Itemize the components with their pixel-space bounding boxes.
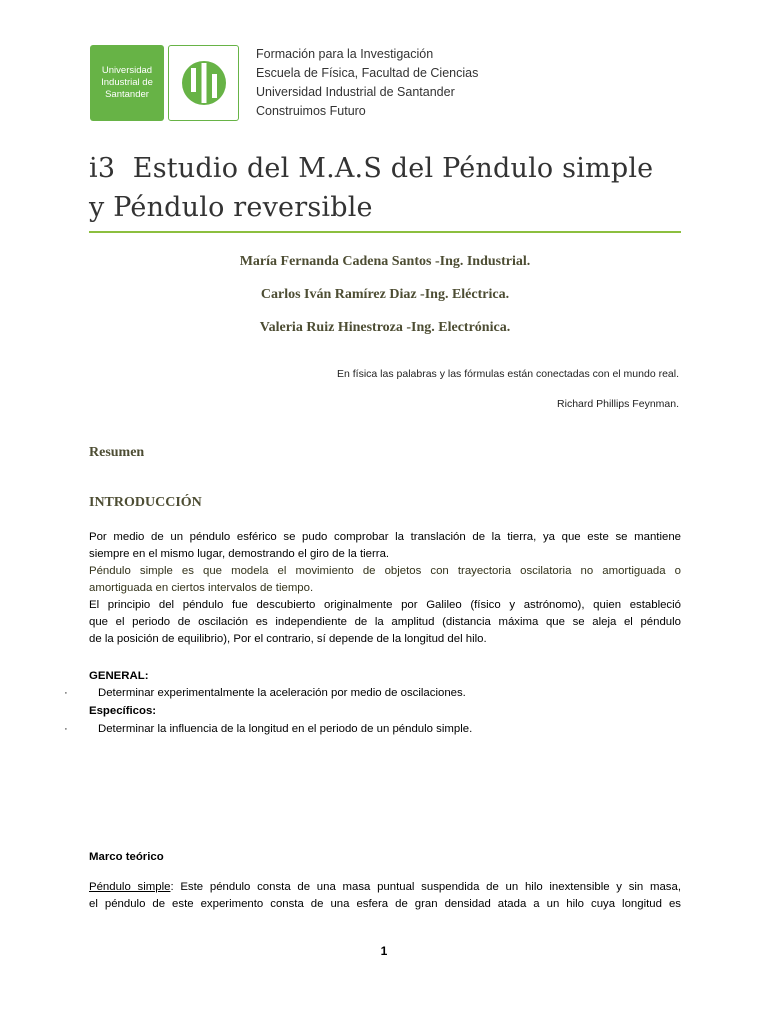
marco-paragraph [89,879,681,913]
text-line: que el periodo de oscilación es independiente de la amplitud (distancia máxima que se aleja el péndulo [89,616,681,628]
section-heading-resumen: Resumen [89,445,145,460]
intro-paragraph [89,597,681,648]
author-name: María Fernanda Cadena Santos -Ing. Industrial. [239,254,531,269]
objective-text: Determinar experimentalmente la aceleración por medio de oscilaciones. [98,687,466,699]
text-line: Por medio de un péndulo esférico se pudo comprobar la translación de la tierra, ya que este se mantiene [89,531,681,543]
text-line: Péndulo simple es que modela el movimiento de objetos con trayectoria oscilatoria no amortiguada o [89,565,681,577]
text-line: de la posición de equilibrio), Por el contrario, sí depende de la longitud del hilo. [89,633,487,645]
logo-text-line: Universidad [101,65,153,76]
author-name: Valeria Ruiz Hinestroza -Ing. Electrónica. [259,320,511,335]
university-logo-text [90,45,164,121]
author-name: Carlos Iván Ramírez Diaz -Ing. Eléctrica. [260,287,510,302]
document-title [89,149,689,227]
logo-text-line: Santander [105,89,149,100]
bullet-icon: · [64,723,68,735]
bullet-icon: · [64,687,68,699]
title-line-2: y Péndulo reversible [89,192,373,223]
text-line: siempre en el mismo lugar, demostrando el giro de la tierra. [89,548,390,560]
header-line: Construimos Futuro [256,104,366,118]
authors-list [89,253,681,352]
title-line-1: i3 Estudio del M.A.S del Péndulo simple [89,153,654,184]
objective-general-label: GENERAL: [89,670,149,682]
objective-specific-label: Específicos: [89,705,157,717]
title-divider [89,231,681,233]
logo-text-line: Industrial de [101,77,153,88]
section-heading-introduccion: INTRODUCCIÓN [89,495,202,510]
text-fragment: : Este péndulo consta de una masa puntual suspendida de un hilo inextensible y sin masa, [170,881,681,893]
epigraph-quote: En física las palabras y las fórmulas están conectadas con el mundo real. [336,368,679,380]
text-line: amortiguada en ciertos intervalos de tiempo. [89,582,314,594]
page-number: 1 [380,944,388,958]
header-line: Escuela de Física, Facultad de Ciencias [256,66,479,80]
institution-header [256,45,478,121]
section-heading-marco-teorico: Marco teórico [89,851,164,863]
intro-paragraph [89,529,681,563]
header-line: Formación para la Investigación [256,47,434,61]
objective-general-item [64,685,466,702]
epigraph-author: Richard Phillips Feynman. [557,398,679,410]
header-line: Universidad Industrial de Santander [256,85,455,99]
uis-logo-icon [168,45,239,121]
text-line [89,879,681,896]
text-line: El principio del péndulo fue descubierto originalmente por Galileo (físico y astrónomo), quien estableció [89,599,681,611]
objective-text: Determinar la influencia de la longitud en el periodo de un péndulo simple. [98,723,473,735]
term-pendulo-simple: Péndulo simple [89,881,171,893]
text-line: el péndulo de este experimento consta de una esfera de gran densidad atada a un hilo cuya longitud es [89,898,681,910]
objective-specific-item [64,721,472,738]
intro-paragraph [89,563,681,597]
